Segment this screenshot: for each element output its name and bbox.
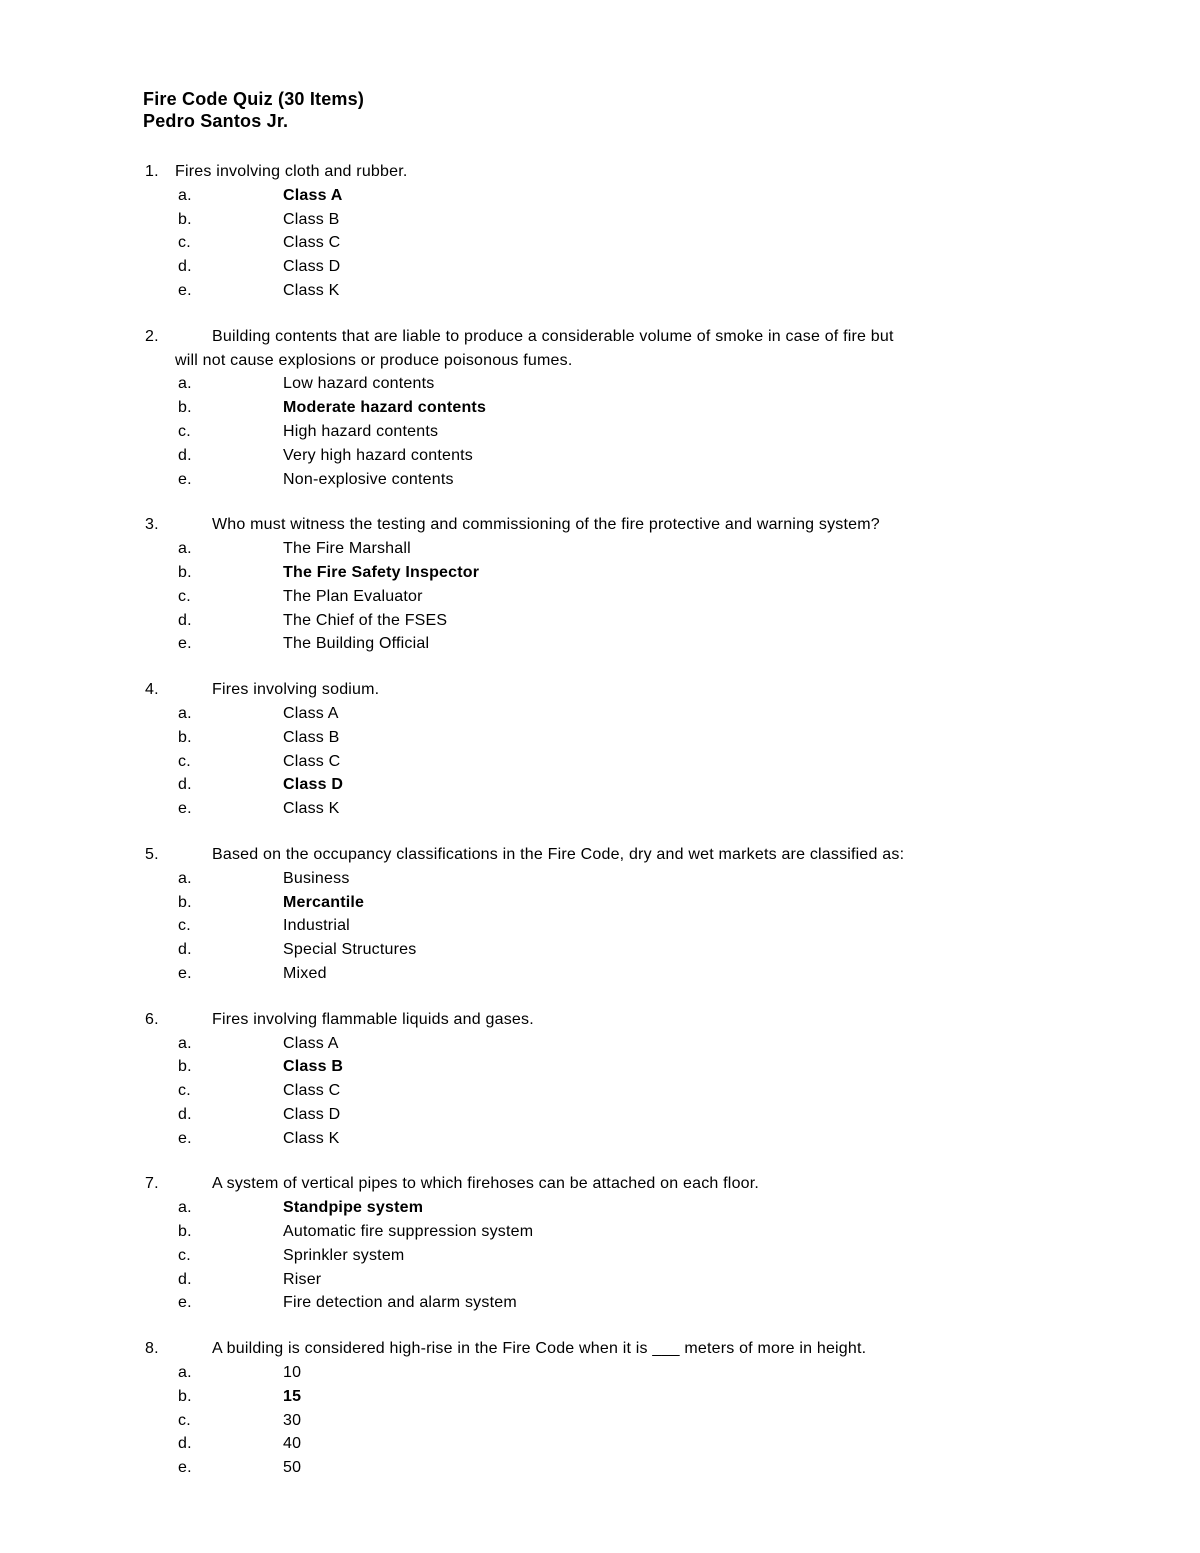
option-row: [143, 255, 1140, 279]
option-letter: c.: [178, 1411, 191, 1429]
option-letter: c.: [178, 587, 191, 605]
option-row: [143, 396, 1140, 420]
option-text: Class C: [283, 1082, 341, 1100]
option-row: [143, 1055, 1140, 1079]
option-row: [143, 1196, 1140, 1220]
option-row: [143, 1268, 1140, 1292]
option-letter: d.: [178, 941, 192, 959]
option-text: Fire detection and alarm system: [283, 1294, 517, 1312]
option-row: [143, 537, 1140, 561]
option-text: Very high hazard contents: [283, 446, 474, 464]
option-row: [143, 1220, 1140, 1244]
option-text: 50: [283, 1459, 302, 1477]
option-row: [143, 1103, 1140, 1127]
option-row: [143, 1127, 1140, 1151]
option-row: [143, 1032, 1140, 1056]
option-text: Class D: [283, 258, 341, 276]
option-letter: c.: [178, 1246, 191, 1264]
option-text: Class D: [283, 776, 344, 794]
option-row: [143, 1361, 1140, 1385]
option-text: Class A: [283, 704, 339, 722]
option-text: 40: [283, 1435, 302, 1453]
question-number: 5.: [145, 845, 159, 863]
option-letter: d.: [178, 776, 192, 794]
option-row: [143, 1244, 1140, 1268]
option-letter: e.: [178, 1129, 192, 1147]
question-text: will not cause explosions or produce poisonous fumes.: [175, 351, 573, 369]
document-author: Pedro Santos Jr.: [143, 111, 289, 131]
option-letter: c.: [178, 234, 191, 252]
option-row: [143, 750, 1140, 774]
option-letter: d.: [178, 1270, 192, 1288]
option-text: Class C: [283, 752, 341, 770]
option-row: [143, 279, 1140, 303]
option-row: [143, 420, 1140, 444]
option-text: The Plan Evaluator: [283, 587, 423, 605]
option-row: [143, 702, 1140, 726]
option-text: Class B: [283, 210, 340, 228]
question-number: 7.: [145, 1175, 159, 1193]
option-letter: a.: [178, 1034, 192, 1052]
option-letter: b.: [178, 1058, 192, 1076]
option-letter: e.: [178, 470, 192, 488]
question-number: 6.: [145, 1010, 159, 1028]
option-letter: b.: [178, 399, 192, 417]
option-row: [143, 208, 1140, 232]
question-8-head: [143, 1337, 1140, 1361]
option-letter: c.: [178, 917, 191, 935]
option-letter: a.: [178, 869, 192, 887]
option-letter: a.: [178, 186, 192, 204]
option-letter: a.: [178, 375, 192, 393]
option-letter: d.: [178, 1105, 192, 1123]
question-text: A building is considered high-rise in the Fire Code when it is ___ meters of more in height.: [212, 1340, 867, 1358]
option-row: [143, 938, 1140, 962]
option-letter: b.: [178, 728, 192, 746]
option-letter: b.: [178, 1387, 192, 1405]
option-letter: e.: [178, 1294, 192, 1312]
option-text: 15: [283, 1387, 302, 1405]
option-text: Class B: [283, 1058, 344, 1076]
question-text: Building contents that are liable to produce a considerable volume of smoke in case of fire but: [212, 327, 894, 345]
question-2: [143, 325, 1140, 492]
option-row: [143, 561, 1140, 585]
option-text: Class B: [283, 728, 340, 746]
option-row: [143, 632, 1140, 656]
option-text: Class K: [283, 1129, 340, 1147]
option-letter: d.: [178, 611, 192, 629]
question-text: A system of vertical pipes to which firehoses can be attached on each floor.: [212, 1175, 760, 1193]
option-text: Standpipe system: [283, 1199, 424, 1217]
option-letter: c.: [178, 422, 191, 440]
option-text: Special Structures: [283, 941, 417, 959]
option-row: [143, 773, 1140, 797]
option-text: The Fire Safety Inspector: [283, 563, 480, 581]
option-row: [143, 1456, 1140, 1480]
option-row: [143, 372, 1140, 396]
option-letter: b.: [178, 893, 192, 911]
option-text: Mercantile: [283, 893, 365, 911]
option-row: [143, 1079, 1140, 1103]
question-3: [143, 513, 1140, 656]
question-number: 4.: [145, 681, 159, 699]
option-letter: d.: [178, 1435, 192, 1453]
question-4: [143, 678, 1140, 821]
question-5-head: [143, 843, 1140, 867]
question-1: [143, 160, 1140, 303]
option-text: High hazard contents: [283, 422, 439, 440]
question-number: 3.: [145, 516, 159, 534]
option-text: The Building Official: [283, 635, 430, 653]
option-row: [143, 231, 1140, 255]
question-text: Fires involving flammable liquids and gases.: [212, 1010, 534, 1028]
question-number: 8.: [145, 1340, 159, 1358]
question-6-head: [143, 1008, 1140, 1032]
document-header: [143, 88, 1140, 132]
question-text: Based on the occupancy classifications in the Fire Code, dry and wet markets are classified as:: [212, 845, 905, 863]
option-letter: e.: [178, 635, 192, 653]
option-letter: b.: [178, 563, 192, 581]
question-5: [143, 843, 1140, 986]
option-row: [143, 609, 1140, 633]
question-text: Who must witness the testing and commissioning of the fire protective and warning system?: [212, 516, 880, 534]
option-letter: e.: [178, 964, 192, 982]
question-1-head: [143, 160, 1140, 184]
option-text: Class D: [283, 1105, 341, 1123]
option-row: [143, 726, 1140, 750]
option-text: Non-explosive contents: [283, 470, 454, 488]
option-text: Industrial: [283, 917, 350, 935]
option-row: [143, 962, 1140, 986]
question-7-head: [143, 1172, 1140, 1196]
option-text: Low hazard contents: [283, 375, 435, 393]
option-row: [143, 891, 1140, 915]
option-text: Business: [283, 869, 350, 887]
option-text: Class A: [283, 1034, 339, 1052]
option-row: [143, 914, 1140, 938]
option-text: Automatic fire suppression system: [283, 1223, 534, 1241]
option-row: [143, 1291, 1140, 1315]
option-row: [143, 1385, 1140, 1409]
option-text: Sprinkler system: [283, 1246, 405, 1264]
option-letter: e.: [178, 800, 192, 818]
option-row: [143, 1432, 1140, 1456]
question-2-head: [143, 325, 1140, 373]
question-6: [143, 1008, 1140, 1151]
question-text: Fires involving cloth and rubber.: [175, 163, 408, 180]
option-text: The Chief of the FSES: [283, 611, 448, 629]
question-7: [143, 1172, 1140, 1315]
option-letter: e.: [178, 1459, 192, 1477]
option-letter: a.: [178, 1364, 192, 1382]
question-3-head: [143, 513, 1140, 537]
question-number: 1.: [145, 163, 159, 180]
option-row: [143, 468, 1140, 492]
option-row: [143, 184, 1140, 208]
option-text: The Fire Marshall: [283, 540, 411, 558]
option-row: [143, 585, 1140, 609]
option-text: Class K: [283, 281, 340, 299]
option-row: [143, 1409, 1140, 1433]
option-row: [143, 867, 1140, 891]
option-letter: b.: [178, 210, 192, 228]
option-letter: a.: [178, 704, 192, 722]
option-text: Class K: [283, 800, 340, 818]
document-title: Fire Code Quiz (30 Items): [143, 89, 365, 109]
option-letter: e.: [178, 281, 192, 299]
option-text: Riser: [283, 1270, 322, 1288]
option-row: [143, 797, 1140, 821]
option-letter: d.: [178, 446, 192, 464]
option-letter: a.: [178, 540, 192, 558]
option-text: 30: [283, 1411, 302, 1429]
question-text: Fires involving sodium.: [212, 681, 380, 699]
option-row: [143, 444, 1140, 468]
option-letter: a.: [178, 1199, 192, 1217]
question-8: [143, 1337, 1140, 1480]
option-text: 10: [283, 1364, 302, 1382]
option-letter: c.: [178, 1082, 191, 1100]
option-letter: c.: [178, 752, 191, 770]
option-text: Class A: [283, 186, 343, 204]
option-text: Moderate hazard contents: [283, 399, 487, 417]
question-number: 2.: [145, 327, 159, 345]
option-text: Class C: [283, 234, 341, 252]
option-letter: d.: [178, 258, 192, 276]
question-4-head: [143, 678, 1140, 702]
option-text: Mixed: [283, 964, 327, 982]
option-letter: b.: [178, 1223, 192, 1241]
